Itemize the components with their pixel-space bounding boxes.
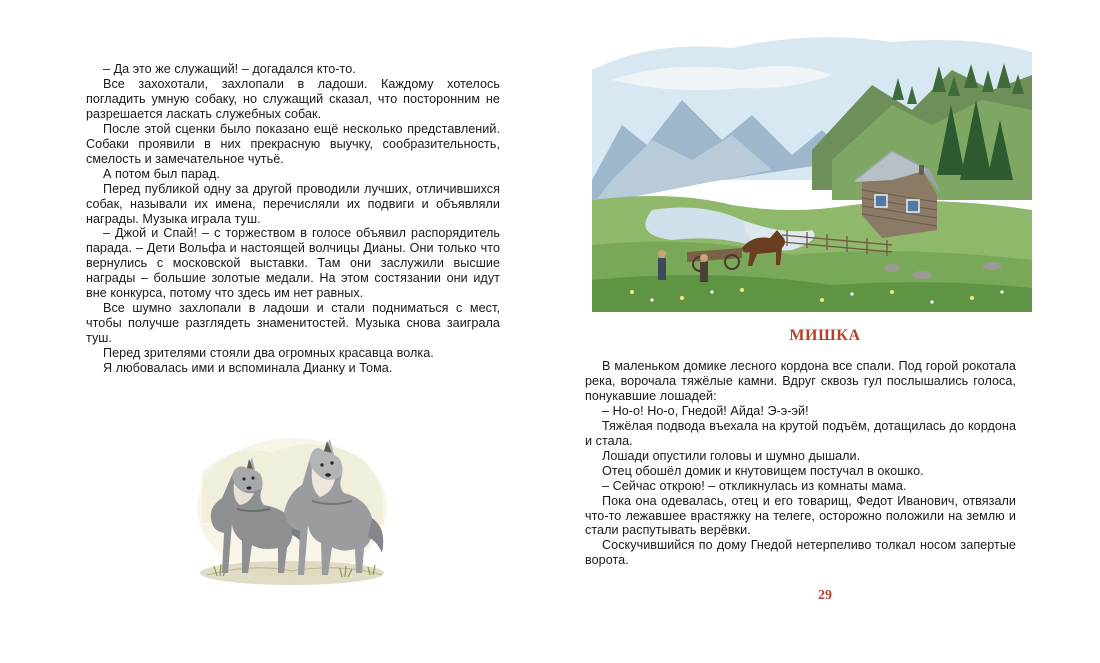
paragraph: В маленьком домике лесного кордона все спали. Под горой рокотала река, ворочала тяжёлые камни. Вдруг сквозь гул послышались голоса, понукавшие лошадей: — [585, 359, 1016, 403]
left-page-text — [86, 62, 500, 376]
paragraph: – Джой и Спай! – с торжеством в голосе объявил распорядитель парада. – Дети Вольфа и настоящей волчицы Дианы. Они только что вернулись с московской выставки. Там они заслужили высшие награды – большие золотые медали. На этом состязании они идут вне конкурса, потому что здесь им нет равных. — [86, 226, 500, 301]
paragraph: А потом был парад. — [103, 166, 220, 181]
wolves-illustration — [192, 413, 392, 586]
paragraph: Тяжёлая подвода въехала на крутой подъём, дотащилась до кордона и стала. — [585, 418, 1016, 448]
paragraph: После этой сценки было показано ещё несколько представлений. Собаки проявили в них прекрасную выучку, сообразительность, смелость и замечательное чутьё. — [86, 121, 500, 166]
page-number: 29 — [818, 588, 832, 603]
paragraph: – Сейчас открою! – откликнулась из комнаты мама. — [602, 478, 907, 493]
paragraph: Соскучившийся по дому Гнедой нетерпеливо толкал носом запертые ворота. — [585, 538, 1016, 568]
paragraph: – Да это же служащий! – догадался кто-то. — [103, 62, 356, 76]
paragraph: Все шумно захлопали в ладоши и стали подниматься с мест, чтобы получше разглядеть знаменитостей. Музыка снова заиграла туш. — [86, 301, 500, 346]
paragraph: Перед зрителями стояли два огромных красавца волка. — [103, 346, 434, 361]
paragraph: Отец обошёл домик и кнутовищем постучал в окошко. — [602, 463, 924, 478]
farmstead-landscape-illustration — [592, 30, 1032, 312]
right-page — [550, 0, 1100, 663]
paragraph: Я любовалась ими и вспоминала Дианку и Тома. — [103, 361, 393, 376]
paragraph: Все захохотали, захлопали в ладоши. Каждому хотелось погладить умную собаку, но служащий сказал, что посторонним не разрешается ласкать служебных собак. — [86, 76, 500, 121]
paragraph: Перед публикой одну за другой проводили лучших, отличившихся собак, называли их имена, перечисляли их подвиги и объявляли награды. Музыка играла туш. — [86, 181, 500, 226]
paragraph: – Но-о! Но-о, Гнедой! Айда! Э-э-эй! — [602, 403, 809, 418]
chapter-title: МИШКА — [789, 327, 861, 344]
paragraph: Лошади опустили головы и шумно дышали. — [602, 448, 861, 463]
right-page-text — [585, 359, 1016, 568]
paragraph: Пока она одевалась, отец и его товарищ, Федот Иванович, отвязали что-то лежавшее врастяжку на телеге, осторожно положили на землю и стали распутывать верёвки. — [585, 493, 1016, 538]
